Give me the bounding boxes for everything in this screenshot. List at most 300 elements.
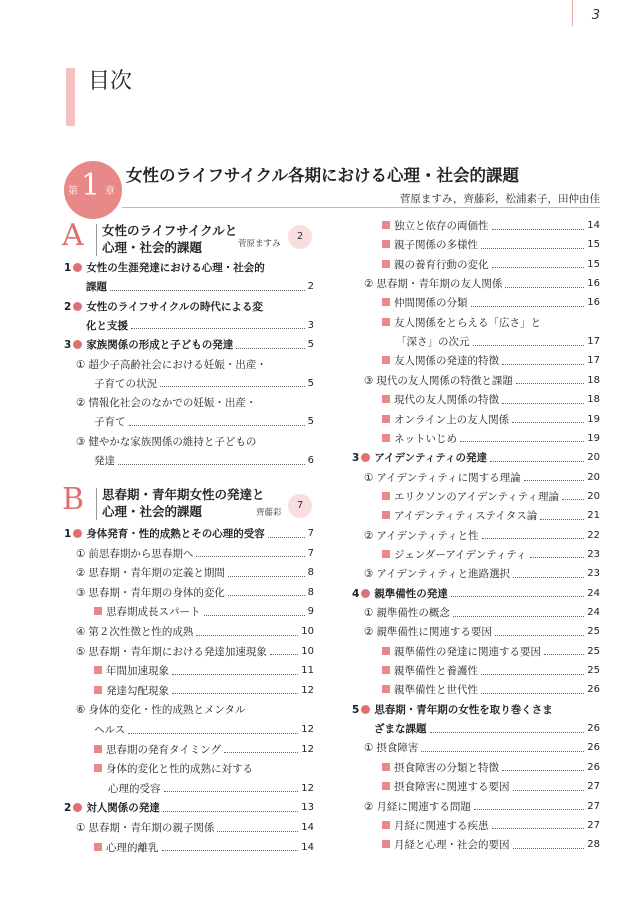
entry-text: 身体的変化・性的成熟とメンタル bbox=[88, 704, 246, 717]
dot-leader bbox=[453, 606, 584, 617]
entry-page: 15 bbox=[587, 239, 600, 251]
entry-number: ④ bbox=[76, 626, 86, 638]
entry-number: 3 bbox=[64, 339, 72, 352]
toc-entry[interactable] bbox=[364, 622, 600, 642]
section-b-letter: B bbox=[62, 482, 85, 517]
bullet-square-icon bbox=[382, 318, 390, 326]
entry-text: 情報化社会のなかでの妊娠・出産・ bbox=[88, 397, 257, 410]
entry-text: 女性の生涯発達における心理・社会的 bbox=[86, 262, 265, 274]
section-b-divider bbox=[96, 488, 97, 520]
dot-leader bbox=[513, 567, 584, 578]
entry-page: 7 bbox=[307, 547, 314, 559]
toc-entry[interactable] bbox=[364, 371, 600, 391]
entry-text: 親準備性と世代性 bbox=[394, 684, 478, 697]
toc-entry[interactable] bbox=[396, 332, 600, 352]
entry-text: 月経に関連する疾患 bbox=[394, 819, 489, 832]
dot-leader bbox=[540, 509, 584, 520]
entry-text: 親の養育行動の変化 bbox=[394, 258, 489, 271]
entry-number: ① bbox=[76, 547, 86, 560]
entry-page: 24 bbox=[587, 607, 600, 618]
bullet-square-icon bbox=[382, 260, 390, 268]
toc-entry[interactable] bbox=[64, 297, 314, 317]
dot-leader bbox=[505, 277, 584, 288]
bullet-dot-icon bbox=[73, 302, 82, 311]
bullet-dot-icon bbox=[73, 340, 82, 349]
toc-entry[interactable] bbox=[382, 545, 600, 565]
entry-text: 親準備性と養護性 bbox=[394, 665, 478, 678]
toc-entry[interactable] bbox=[94, 681, 314, 701]
dot-leader bbox=[481, 238, 584, 249]
toc-entry[interactable] bbox=[64, 258, 314, 278]
toc-entry[interactable] bbox=[94, 661, 314, 681]
entry-page: 10 bbox=[301, 626, 314, 637]
entry-text: 健やかな家族関係の維持と子どもの bbox=[88, 435, 257, 448]
toc-entry[interactable] bbox=[352, 700, 600, 720]
entry-text: 現代の友人関係の特徴 bbox=[394, 394, 499, 407]
dot-leader bbox=[460, 431, 584, 442]
entry-page: 18 bbox=[587, 374, 600, 386]
entry-text: 課題 bbox=[86, 281, 107, 294]
bullet-square-icon bbox=[94, 745, 102, 753]
dot-leader bbox=[131, 318, 305, 329]
dot-leader bbox=[204, 605, 305, 616]
dot-leader bbox=[502, 760, 584, 771]
entry-number: 1 bbox=[64, 528, 72, 540]
bullet-square-icon bbox=[382, 434, 390, 442]
entry-number: ① bbox=[76, 358, 86, 371]
entry-page: 26 bbox=[587, 761, 600, 773]
entry-page: 11 bbox=[301, 665, 314, 677]
entry-text: 思春期・青年期の身体的変化 bbox=[88, 586, 225, 599]
dot-leader bbox=[217, 821, 298, 832]
entry-text: 仲間関係の分類 bbox=[394, 297, 468, 310]
toc-entry[interactable] bbox=[382, 642, 600, 662]
toc-entry[interactable] bbox=[94, 838, 314, 858]
dot-leader bbox=[196, 546, 304, 557]
toc-entry[interactable] bbox=[382, 410, 600, 430]
toc-entry[interactable] bbox=[382, 487, 600, 507]
toc-entry[interactable] bbox=[382, 216, 600, 236]
bullet-square-icon bbox=[382, 492, 390, 500]
entry-number: ② bbox=[76, 397, 86, 410]
entry-page: 16 bbox=[587, 278, 600, 290]
bullet-square-icon bbox=[94, 764, 102, 772]
toc-entry[interactable] bbox=[364, 603, 600, 623]
toc-entry[interactable] bbox=[76, 642, 314, 662]
entry-text: 思春期・青年期の女性を取り巻くさま bbox=[374, 703, 553, 716]
entry-text: 独立と依存の両価性 bbox=[394, 220, 489, 232]
entry-number: 4 bbox=[352, 587, 360, 600]
entry-number: 2 bbox=[64, 802, 72, 815]
bullet-square-icon bbox=[382, 685, 390, 693]
entry-page: 17 bbox=[587, 336, 600, 348]
entry-text: 超少子高齢社会における妊娠・出産・ bbox=[88, 358, 267, 371]
entry-text: ジェンダーアイデンティティ bbox=[394, 548, 527, 561]
toc-entry[interactable] bbox=[76, 818, 314, 838]
entry-text: 前思春期から思春期へ bbox=[88, 547, 194, 560]
entry-text: 思春期・青年期における発達加速現象 bbox=[88, 645, 267, 658]
bullet-dot-icon bbox=[361, 589, 370, 598]
toc-entry[interactable] bbox=[86, 316, 314, 336]
chapter-badge bbox=[64, 161, 122, 219]
entry-number: 5 bbox=[352, 703, 360, 716]
entry-text: 心理的受容 bbox=[108, 782, 161, 795]
entry-page: 5 bbox=[307, 377, 314, 389]
entry-page: 14 bbox=[301, 822, 314, 833]
dot-leader bbox=[495, 625, 584, 636]
dot-leader bbox=[492, 219, 585, 230]
entry-page: 5 bbox=[307, 416, 314, 428]
entry-number: ③ bbox=[364, 374, 374, 387]
entry-number: ① bbox=[76, 822, 86, 834]
dot-leader bbox=[544, 644, 584, 655]
toc-entry[interactable] bbox=[382, 777, 600, 797]
dot-leader bbox=[530, 547, 585, 558]
chapter-title[interactable]: 女性のライフサイクル各期における心理・社会的課題 bbox=[126, 166, 520, 185]
toc-entry[interactable] bbox=[76, 563, 314, 583]
entry-page: 16 bbox=[587, 297, 600, 309]
toc-entry[interactable] bbox=[108, 779, 314, 799]
entry-page: 12 bbox=[301, 724, 314, 735]
entry-page: 25 bbox=[587, 645, 600, 657]
page-number: 3 bbox=[591, 8, 600, 23]
entry-page: 19 bbox=[587, 432, 600, 444]
entry-text: 親準備性の発達 bbox=[374, 587, 448, 600]
toc-title-bar bbox=[66, 68, 75, 126]
entry-page: 17 bbox=[587, 355, 600, 367]
dot-leader bbox=[481, 664, 584, 675]
toc-entry[interactable] bbox=[352, 584, 600, 604]
entry-text: 友人関係の発達的特徴 bbox=[394, 355, 499, 368]
dot-leader bbox=[421, 741, 584, 752]
dot-leader bbox=[172, 664, 298, 675]
dot-leader bbox=[270, 644, 298, 655]
dot-leader bbox=[172, 683, 298, 694]
chapter-authors: 菅原ますみ，齊藤彩，松浦素子，田仲由佳 bbox=[399, 193, 600, 205]
entry-text: 身体的変化と性的成熟に対する bbox=[106, 763, 253, 776]
dot-leader bbox=[163, 801, 298, 812]
toc-entry[interactable] bbox=[382, 255, 600, 275]
entry-page: 26 bbox=[587, 742, 600, 754]
bullet-square-icon bbox=[382, 298, 390, 306]
dot-leader bbox=[513, 838, 585, 849]
toc-entry[interactable] bbox=[382, 680, 600, 700]
section-a-page: 2 bbox=[288, 225, 312, 249]
dot-leader bbox=[490, 451, 584, 462]
dot-leader bbox=[228, 566, 305, 577]
dot-leader bbox=[160, 376, 305, 387]
entry-page: 5 bbox=[307, 339, 314, 351]
entry-text: オンライン上の友人関係 bbox=[394, 413, 510, 426]
bullet-square-icon bbox=[382, 240, 390, 248]
entry-number: 1 bbox=[64, 262, 72, 274]
toc-entry[interactable] bbox=[76, 355, 314, 375]
entry-page: 8 bbox=[307, 586, 314, 598]
bullet-square-icon bbox=[94, 686, 102, 694]
toc-entry[interactable] bbox=[364, 797, 600, 817]
entry-page: 26 bbox=[587, 723, 600, 735]
toc-entry[interactable] bbox=[76, 544, 314, 564]
dot-leader bbox=[512, 412, 584, 423]
bullet-square-icon bbox=[382, 415, 390, 423]
entry-page: 27 bbox=[587, 819, 600, 831]
toc-entry[interactable] bbox=[382, 835, 600, 855]
entry-page: 20 bbox=[587, 490, 600, 502]
entry-text: 「深さ」の次元 bbox=[396, 336, 470, 349]
toc-entry[interactable] bbox=[64, 335, 314, 355]
entry-page: 25 bbox=[587, 665, 600, 677]
toc-entry[interactable] bbox=[364, 738, 600, 758]
entry-page: 20 bbox=[587, 471, 600, 483]
toc-entry[interactable] bbox=[94, 412, 314, 432]
dot-leader bbox=[473, 335, 585, 346]
entry-page: 8 bbox=[307, 567, 314, 579]
toc-entry[interactable] bbox=[94, 720, 314, 740]
entry-text: 摂食障害に関連する要因 bbox=[394, 781, 510, 794]
bullet-square-icon bbox=[94, 666, 102, 674]
entry-page: 12 bbox=[301, 782, 314, 794]
entry-text: 摂食障害 bbox=[376, 742, 419, 755]
dot-leader bbox=[430, 722, 585, 733]
bullet-dot-icon bbox=[73, 263, 82, 272]
chapter-suffix: 章 bbox=[105, 186, 115, 197]
entry-text: 子育て bbox=[94, 416, 126, 429]
bullet-square-icon bbox=[382, 356, 390, 364]
entry-number: ⑥ bbox=[76, 704, 86, 717]
entry-text: 親子関係の多様性 bbox=[394, 239, 478, 252]
entry-text: 対人関係の発達 bbox=[86, 802, 160, 815]
entry-text: 親準備性に関連する要因 bbox=[376, 626, 492, 639]
toc-entry[interactable] bbox=[382, 235, 600, 255]
dot-leader bbox=[481, 683, 584, 694]
entry-number: ② bbox=[364, 626, 374, 639]
toc-entry[interactable] bbox=[76, 622, 314, 642]
dot-leader bbox=[482, 528, 585, 539]
bullet-square-icon bbox=[94, 607, 102, 615]
toc-entry[interactable] bbox=[364, 526, 600, 546]
dot-leader bbox=[516, 373, 584, 384]
toc-entry[interactable] bbox=[382, 758, 600, 778]
entry-page: 3 bbox=[307, 319, 314, 331]
toc-entry[interactable] bbox=[94, 602, 314, 622]
entry-page: 26 bbox=[587, 684, 600, 696]
section-a-letter: A bbox=[62, 218, 84, 253]
entry-page: 10 bbox=[301, 645, 314, 657]
entry-number: ③ bbox=[76, 435, 86, 448]
entry-text: アイデンティティステイタス論 bbox=[394, 510, 538, 523]
toc-entry[interactable] bbox=[382, 293, 600, 313]
entry-page: 28 bbox=[587, 839, 600, 851]
section-b-title[interactable] bbox=[102, 486, 265, 520]
bullet-square-icon bbox=[94, 843, 102, 851]
toc-entry[interactable] bbox=[76, 700, 314, 720]
entry-text: 子育ての状況 bbox=[94, 377, 157, 390]
entry-text: 親準備性の概念 bbox=[376, 607, 450, 619]
section-a-title-line1: 女性のライフサイクルと bbox=[102, 223, 238, 238]
entry-page: 12 bbox=[301, 743, 314, 755]
toc-entry[interactable] bbox=[86, 277, 314, 297]
entry-text: アイデンティティに関する理論 bbox=[376, 471, 521, 484]
entry-page: 13 bbox=[301, 802, 314, 814]
entry-page: 15 bbox=[587, 258, 600, 270]
toc-entry[interactable] bbox=[64, 524, 314, 544]
entry-page: 23 bbox=[587, 568, 600, 580]
bullet-dot-icon bbox=[73, 529, 82, 538]
entry-page: 23 bbox=[587, 548, 600, 560]
entry-text: ネットいじめ bbox=[394, 432, 457, 445]
dot-leader bbox=[474, 799, 584, 810]
entry-text: 身体発育・性的成熟とその心理的受容 bbox=[86, 528, 265, 540]
entry-number: ② bbox=[364, 529, 374, 542]
entry-page: 14 bbox=[587, 220, 600, 231]
entry-number: ① bbox=[364, 607, 374, 619]
entry-text: 友人関係をとらえる「広さ」と bbox=[394, 316, 541, 329]
chapter-divider bbox=[122, 207, 600, 208]
entry-page: 12 bbox=[301, 684, 314, 696]
entry-text: 心理的離乳 bbox=[106, 841, 159, 854]
bullet-dot-icon bbox=[361, 453, 370, 462]
dot-leader bbox=[513, 780, 585, 791]
toc-entry[interactable] bbox=[76, 432, 314, 452]
entry-page: 25 bbox=[587, 626, 600, 638]
dot-leader bbox=[110, 280, 305, 291]
entry-page: 27 bbox=[587, 781, 600, 793]
entry-text: 思春期・青年期の友人関係 bbox=[376, 278, 503, 291]
section-b-title-line2: 心理・社会的課題 bbox=[102, 504, 203, 519]
entry-number: 2 bbox=[64, 300, 72, 313]
toc-entry[interactable] bbox=[364, 564, 600, 584]
toc-entry[interactable] bbox=[374, 719, 600, 739]
section-b-page: 7 bbox=[288, 494, 312, 518]
entry-page: 24 bbox=[587, 587, 600, 599]
chapter-prefix: 第 bbox=[68, 186, 78, 197]
entry-page: 21 bbox=[587, 510, 600, 522]
entry-text: エリクソンのアイデンティティ理論 bbox=[394, 490, 559, 503]
dot-leader bbox=[228, 585, 305, 596]
entry-text: アイデンティティと性 bbox=[376, 529, 479, 542]
entry-text: アイデンティティの発達 bbox=[374, 452, 487, 465]
entry-text: 発達勾配現象 bbox=[106, 684, 169, 697]
entry-number: ② bbox=[76, 567, 86, 580]
entry-page: 9 bbox=[307, 606, 314, 618]
toc-entry[interactable] bbox=[382, 816, 600, 836]
bullet-square-icon bbox=[382, 821, 390, 829]
bullet-square-icon bbox=[382, 221, 390, 229]
dot-leader bbox=[492, 257, 585, 268]
entry-text: 月経に関連する問題 bbox=[376, 800, 471, 813]
toc-entry[interactable] bbox=[382, 506, 600, 526]
toc-entry[interactable] bbox=[382, 390, 600, 410]
bullet-square-icon bbox=[382, 782, 390, 790]
bullet-square-icon bbox=[382, 511, 390, 519]
dot-leader bbox=[224, 742, 298, 753]
toc-entry[interactable] bbox=[352, 448, 600, 468]
entry-text: 現代の友人関係の特徴と課題 bbox=[376, 374, 513, 387]
toc-entry[interactable] bbox=[94, 374, 314, 394]
dot-leader bbox=[118, 454, 305, 465]
section-a-divider bbox=[96, 224, 97, 256]
dot-leader bbox=[128, 723, 298, 734]
entry-text: 家族関係の形成と子どもの発達 bbox=[86, 339, 234, 352]
dot-leader bbox=[268, 527, 305, 538]
bullet-square-icon bbox=[382, 763, 390, 771]
toc-entry[interactable] bbox=[94, 759, 314, 779]
entry-number: ③ bbox=[364, 568, 374, 581]
entry-text: 思春期の発育タイミング bbox=[106, 743, 222, 756]
entry-number: ① bbox=[364, 471, 374, 484]
entry-page: 14 bbox=[301, 841, 314, 853]
bullet-square-icon bbox=[382, 840, 390, 848]
entry-number: ② bbox=[364, 278, 374, 291]
toc-entry[interactable] bbox=[364, 468, 600, 488]
toc-entry[interactable] bbox=[76, 393, 314, 413]
entry-number: ① bbox=[364, 742, 374, 755]
entry-text: 思春期・青年期の定義と期間 bbox=[88, 567, 225, 580]
entry-text: 年間加速現象 bbox=[106, 665, 169, 678]
entry-text: ざまな課題 bbox=[374, 723, 427, 736]
toc-entry[interactable] bbox=[76, 583, 314, 603]
entry-page: 6 bbox=[307, 455, 314, 466]
section-a-author: 菅原ますみ bbox=[238, 239, 281, 249]
toc-entry[interactable] bbox=[382, 351, 600, 371]
toc-entry[interactable] bbox=[64, 798, 314, 818]
entry-page: 7 bbox=[307, 528, 314, 539]
toc-entry[interactable] bbox=[382, 661, 600, 681]
entry-page: 2 bbox=[307, 281, 314, 293]
entry-page: 19 bbox=[587, 413, 600, 425]
section-a-title[interactable] bbox=[102, 222, 237, 256]
bullet-square-icon bbox=[382, 666, 390, 674]
dot-leader bbox=[492, 818, 585, 829]
entry-text: 思春期成長スパート bbox=[106, 606, 201, 619]
dot-leader bbox=[502, 354, 584, 365]
page-header-rule bbox=[572, 0, 573, 26]
bullet-square-icon bbox=[382, 395, 390, 403]
dot-leader bbox=[562, 489, 584, 500]
section-b-title-line1: 思春期・青年期女性の発達と bbox=[102, 487, 265, 502]
chapter-number: 1 bbox=[81, 168, 101, 203]
toc-entry[interactable] bbox=[94, 451, 314, 471]
entry-page: 22 bbox=[587, 529, 600, 541]
section-a-title-line2: 心理・社会的課題 bbox=[102, 240, 203, 255]
toc-entry[interactable] bbox=[364, 274, 600, 294]
section-b-author: 齊藤彩 bbox=[256, 508, 282, 518]
entry-text: 発達 bbox=[94, 455, 115, 467]
entry-text: 第２次性徴と性的成熟 bbox=[88, 626, 194, 638]
bullet-dot-icon bbox=[73, 803, 82, 812]
bullet-square-icon bbox=[382, 647, 390, 655]
dot-leader bbox=[129, 415, 305, 426]
entry-page: 27 bbox=[587, 800, 600, 812]
entry-text: ヘルス bbox=[94, 724, 126, 736]
dot-leader bbox=[502, 393, 584, 404]
dot-leader bbox=[451, 586, 584, 597]
entry-text: 女性のライフサイクルの時代による変 bbox=[86, 300, 263, 313]
entry-text: 親準備性の発達に関連する要因 bbox=[394, 645, 541, 658]
entry-number: ② bbox=[364, 800, 374, 813]
toc-entry[interactable] bbox=[382, 313, 600, 333]
entry-page: 18 bbox=[587, 394, 600, 406]
entry-page: 20 bbox=[587, 452, 600, 464]
entry-text: 月経と心理・社会的要因 bbox=[394, 839, 510, 852]
toc-entry[interactable] bbox=[382, 429, 600, 449]
entry-text: 思春期・青年期の親子関係 bbox=[88, 822, 215, 834]
dot-leader bbox=[164, 781, 299, 792]
entry-number: 3 bbox=[352, 452, 360, 465]
dot-leader bbox=[471, 296, 585, 307]
toc-entry[interactable] bbox=[94, 740, 314, 760]
toc-title: 目次 bbox=[88, 69, 133, 94]
